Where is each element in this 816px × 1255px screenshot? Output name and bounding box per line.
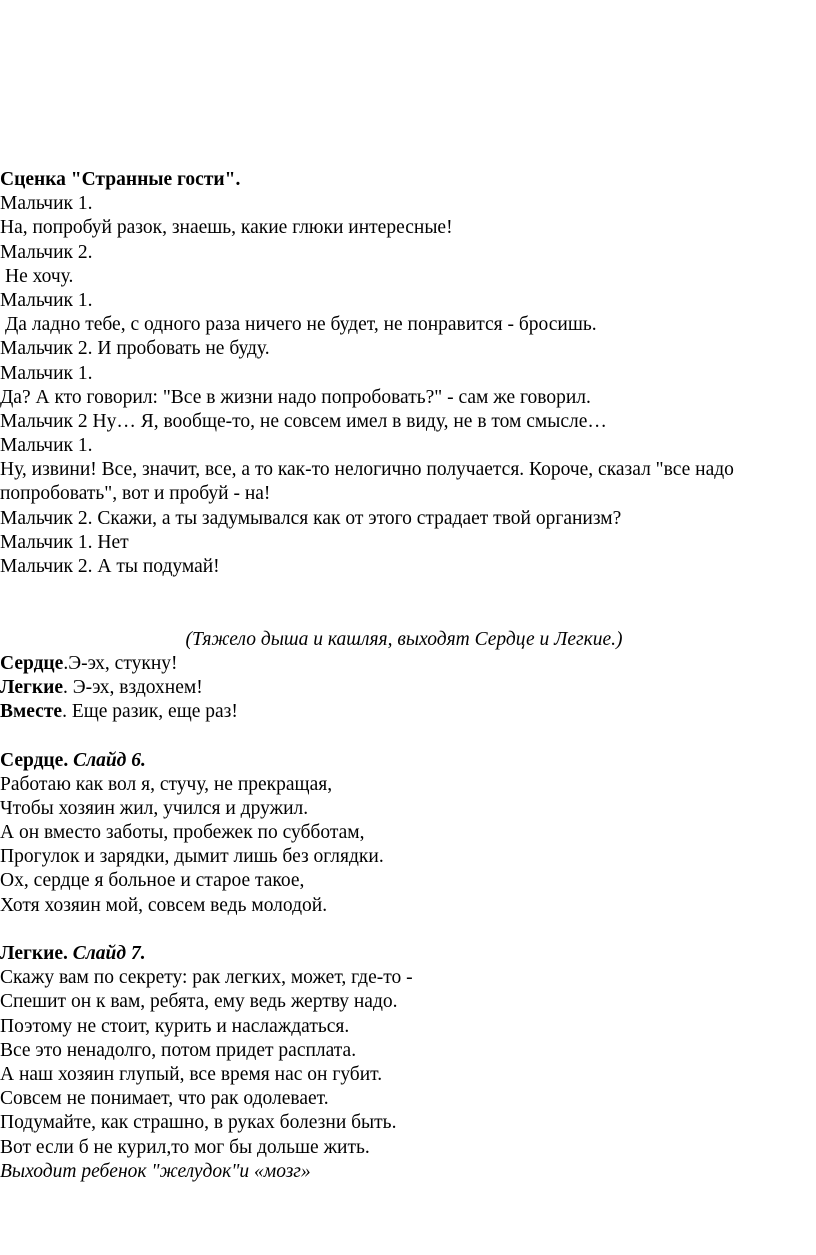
verse-line: Подумайте, как страшно, в руках болезни быть. (0, 1112, 397, 1134)
verse-line: Все это ненадолго, потом придет расплата. (0, 1039, 357, 1061)
dialogue-line: Мальчик 1. (0, 289, 93, 311)
exchange-line (0, 676, 808, 700)
speaker-name: Сердце (0, 652, 64, 674)
dialogue-line: Мальчик 1. (0, 362, 93, 384)
dialogue-line: Мальчик 1. (0, 193, 93, 215)
dialogue-line: Ну, извини! Все, значит, все, а то как-то нелогично получается. Короче, сказал "все надо попробовать", вот и пробуй - на! (0, 459, 734, 505)
document-page (0, 168, 808, 1184)
dialogue-line: Мальчик 2. И пробовать не буду. (0, 338, 270, 360)
verse-line: Скажу вам по секрету: рак легких, может, где-то - (0, 967, 413, 989)
spacer (0, 579, 808, 627)
lungs-speaker: Легкие. (0, 943, 68, 965)
spacer (0, 724, 808, 748)
verse-line: Хотя хозяин мой, совсем ведь молодой. (0, 894, 328, 916)
speaker-text: . Э-эх, вздохнем! (63, 676, 203, 698)
heart-heading (0, 749, 808, 773)
exchange-line (0, 652, 808, 676)
verse-line: А он вместо заботы, пробежек по субботам, (0, 822, 365, 844)
dialogue-line: На, попробуй разок, знаешь, какие глюки интересные! (0, 217, 453, 239)
verse-line: Вот если б не курил,то мог бы дольше жить. (0, 1136, 370, 1158)
heart-speaker: Сердце. (0, 749, 69, 771)
verse-line: Спешит он к вам, ребята, ему ведь жертву надо. (0, 991, 398, 1013)
stage-direction: Выходит ребенок "желудок"и «мозг» (0, 1160, 311, 1182)
dialogue-line: Мальчик 2. (0, 241, 93, 263)
dialogue-line: Не хочу. (5, 265, 74, 287)
verse-line: А наш хозяин глупый, все время нас он губит. (0, 1063, 383, 1085)
speaker-text: .Э-эх, стукну! (63, 652, 178, 674)
verse-line: Совсем не понимает, что рак одолевает. (0, 1088, 329, 1110)
verse-line: Прогулок и зарядки, дымит лишь без оглядки. (0, 846, 384, 868)
speaker-text: . Еще разик, еще раз! (62, 701, 238, 723)
heart-slide: Слайд 6. (73, 749, 146, 771)
dialogue-line: Мальчик 1. (0, 435, 93, 457)
dialogue-line: Мальчик 1. Нет (0, 531, 129, 553)
speaker-name: Легкие (0, 676, 64, 698)
dialogue-line: Мальчик 2 Ну… Я, вообще-то, не совсем имел в виду, не в том смысле… (0, 410, 607, 432)
lungs-slide: Слайд 7. (72, 943, 146, 965)
dialogue-line: Да? А кто говорил: "Все в жизни надо попробовать?" - сам же говорил. (0, 386, 591, 408)
dialogue-line: Да ладно тебе, с одного раза ничего не будет, не понравится - бросишь. (5, 314, 597, 336)
verse-line: Ох, сердце я больное и старое такое, (0, 870, 305, 892)
stage-direction: (Тяжело дыша и кашляя, выходят Сердце и Легкие.) (185, 628, 623, 650)
dialogue-line: Мальчик 2. А ты подумай! (0, 556, 220, 578)
exchange-line (0, 700, 808, 724)
dialogue-line: Мальчик 2. Скажи, а ты задумывался как от этого страдает твой организм? (0, 507, 622, 529)
speaker-name: Вместе (0, 701, 63, 723)
scene-title: Сценка "Странные гости". (0, 169, 241, 190)
verse-line: Чтобы хозяин жил, учился и дружил. (0, 797, 309, 819)
lungs-heading (0, 942, 808, 966)
spacer (0, 918, 808, 942)
verse-line: Работаю как вол я, стучу, не прекращая, (0, 773, 333, 795)
verse-line: Поэтому не стоит, курить и наслаждаться. (0, 1015, 350, 1037)
